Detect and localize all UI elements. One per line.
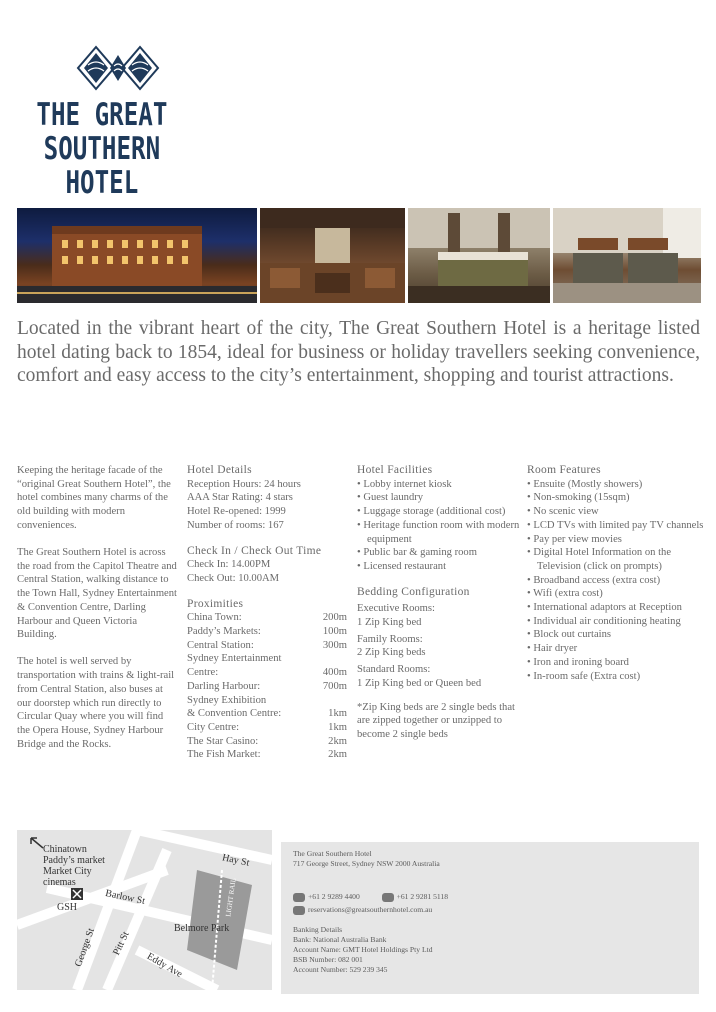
list-item: • Luggage storage (additional cost) <box>357 505 522 519</box>
map-label-pitt-st: Pitt St <box>111 929 132 958</box>
detail-line: Hotel Re-opened: 1999 <box>187 506 286 518</box>
map-label-belmore-park: Belmore Park <box>174 923 230 934</box>
proximity-row: Paddy’s Markets: 100m <box>187 626 347 638</box>
contact-phone: +61 2 9289 4400 <box>308 892 360 901</box>
detail-line: Reception Hours: 24 hours <box>187 478 301 490</box>
bedding-value: 1 Zip King bed <box>357 617 422 629</box>
twin-room-photo <box>553 208 701 303</box>
proximities-list <box>187 611 347 762</box>
detail-line: Number of rooms: 167 <box>187 519 284 531</box>
bedding-label: Standard Rooms: <box>357 664 431 676</box>
proximity-row: City Centre: 1km <box>187 721 347 733</box>
logo-line-2: SOUTHERN HOTEL <box>43 131 161 201</box>
map-label-barlow-st: Barlow St <box>104 887 146 908</box>
list-item: • Ensuite (Mostly showers) <box>527 478 705 492</box>
list-item: • Block out curtains <box>527 628 705 642</box>
proximity-row: Darling Harbour: 700m <box>187 680 347 692</box>
contact-panel <box>281 842 699 994</box>
list-item: • In-room safe (Extra cost) <box>527 670 705 684</box>
list-item: • International adaptors at Reception <box>527 601 705 615</box>
facilities-column <box>357 464 522 742</box>
map-label-gsh: GSH <box>57 902 78 913</box>
bsb-number: BSB Number: 082 001 <box>293 955 363 964</box>
proximity-row: Central Station: 300m <box>187 639 347 651</box>
hotel-name-logo <box>20 98 184 200</box>
map-label-chinatown: Chinatown <box>43 844 87 855</box>
proximity-row: China Town: 200m <box>187 612 347 624</box>
intro-paragraph: Located in the vibrant heart of the city, The Great Southern Hotel is a heritage listed hotel dating back to 1854, ideal for business or holiday travellers seeking convenience, comfort and easy access to the city’s entertainment, shopping and tourist attractions. <box>17 318 700 386</box>
phone-icon <box>293 893 305 902</box>
proximity-row: & Convention Centre: 1km <box>187 708 347 720</box>
map-label-hay-st: Hay St <box>221 852 251 869</box>
features-list <box>527 478 705 684</box>
list-item: • Guest laundry <box>357 491 522 505</box>
list-item: • No scenic view <box>527 505 705 519</box>
logo-line-1: THE GREAT <box>36 97 168 133</box>
fax-icon <box>382 893 394 902</box>
map-label-george-st: George St <box>73 926 98 969</box>
details-column <box>187 464 347 762</box>
map-label-paddys: Paddy’s market <box>43 855 105 866</box>
list-item: • Individual air conditioning heating <box>527 615 705 629</box>
map-label-market-city: Market City <box>43 866 92 877</box>
account-number: Account Number: 529 239 345 <box>293 965 388 974</box>
bar-interior-photo <box>260 208 405 303</box>
list-item: • LCD TVs with limited pay TV channels <box>527 519 705 533</box>
bedding-value: 1 Zip King bed or Queen bed <box>357 677 482 689</box>
proximity-row: The Fish Market: 2km <box>187 749 347 761</box>
list-item: • Pay per view movies <box>527 533 705 547</box>
bedding-label: Executive Rooms: <box>357 603 435 615</box>
bedding-heading: Bedding Configuration <box>357 585 470 598</box>
list-item: • Heritage function room with modern equipment <box>357 519 522 546</box>
location-map <box>17 830 272 990</box>
bank-name: Bank: National Australia Bank <box>293 935 387 944</box>
checkin-line: Check In: 14.00PM <box>187 559 271 571</box>
about-paragraph-1: Keeping the heritage facade of the “original Great Southern Hotel”, the hotel combines many charms of the old building with modern conveniences. <box>17 465 171 531</box>
room-features-heading: Room Features <box>527 464 601 476</box>
about-paragraph-3: The hotel is well served by transportation with trains & light-rail from Central Station, also buses at our doorstep which run directly to Circular Quay where you will find the Opera House, Sydney Harbour Bridge and the Rocks. <box>17 656 175 750</box>
hotel-details-heading: Hotel Details <box>187 464 252 476</box>
contact-address: 717 George Street, Sydney NSW 2000 Australia <box>293 859 440 868</box>
hotel-exterior-photo <box>17 208 257 303</box>
list-item: • Iron and ironing board <box>527 656 705 670</box>
list-item: • Hair dryer <box>527 642 705 656</box>
checkin-heading: Check In / Check Out Time <box>187 544 322 557</box>
bedding-value: 2 Zip King beds <box>357 647 426 659</box>
contact-fax: +61 2 9281 5118 <box>396 892 449 901</box>
features-column <box>527 464 705 683</box>
map-label-eddy-ave: Eddy Ave <box>144 950 185 981</box>
list-item: • Lobby internet kiosk <box>357 478 522 492</box>
detail-line: AAA Star Rating: 4 stars <box>187 492 293 504</box>
list-item: • Digital Hotel Information on the Television (click on prompts) <box>527 546 705 573</box>
about-column <box>17 464 177 765</box>
list-item: • Licensed restaurant <box>357 560 522 574</box>
bedding-note: *Zip King beds are 2 single beds that are zipped together or unzipped to become 2 single beds <box>357 701 515 740</box>
list-item: • Broadband access (extra cost) <box>527 574 705 588</box>
facilities-heading: Hotel Facilities <box>357 464 433 476</box>
email-icon <box>293 906 305 915</box>
account-name: Account Name: GMT Hotel Holdings Pty Ltd <box>293 945 433 954</box>
proximity-row: Centre: 400m <box>187 667 347 679</box>
facilities-list <box>357 478 522 574</box>
contact-email[interactable]: reservations@greatsouthernhotel.com.au <box>308 905 433 914</box>
king-room-photo <box>408 208 550 303</box>
proximity-row: Sydney Exhibition <box>187 694 267 706</box>
contact-hotel-name: The Great Southern Hotel <box>293 849 372 858</box>
map-label-cinemas: cinemas <box>43 877 76 888</box>
proximity-row: Sydney Entertainment <box>187 653 282 665</box>
hotel-logo-icon <box>76 45 160 91</box>
map-label-light-rail: LIGHT RAIL <box>224 877 238 918</box>
bedding-label: Family Rooms: <box>357 633 423 645</box>
list-item: • Public bar & gaming room <box>357 546 522 560</box>
proximities-heading: Proximities <box>187 597 244 610</box>
list-item: • Wifi (extra cost) <box>527 587 705 601</box>
checkin-line: Check Out: 10.00AM <box>187 572 280 584</box>
list-item: • Non-smoking (15sqm) <box>527 491 705 505</box>
about-paragraph-2: The Great Southern Hotel is across the road from the Capitol Theatre and Central Station, walking distance to the Town Hall, Sydney Entertainment & Convention Centre, Darling Harbour and Queen Victoria Building. <box>17 547 177 641</box>
proximity-row: The Star Casino: 2km <box>187 735 347 747</box>
banking-heading: Banking Details <box>293 925 343 934</box>
